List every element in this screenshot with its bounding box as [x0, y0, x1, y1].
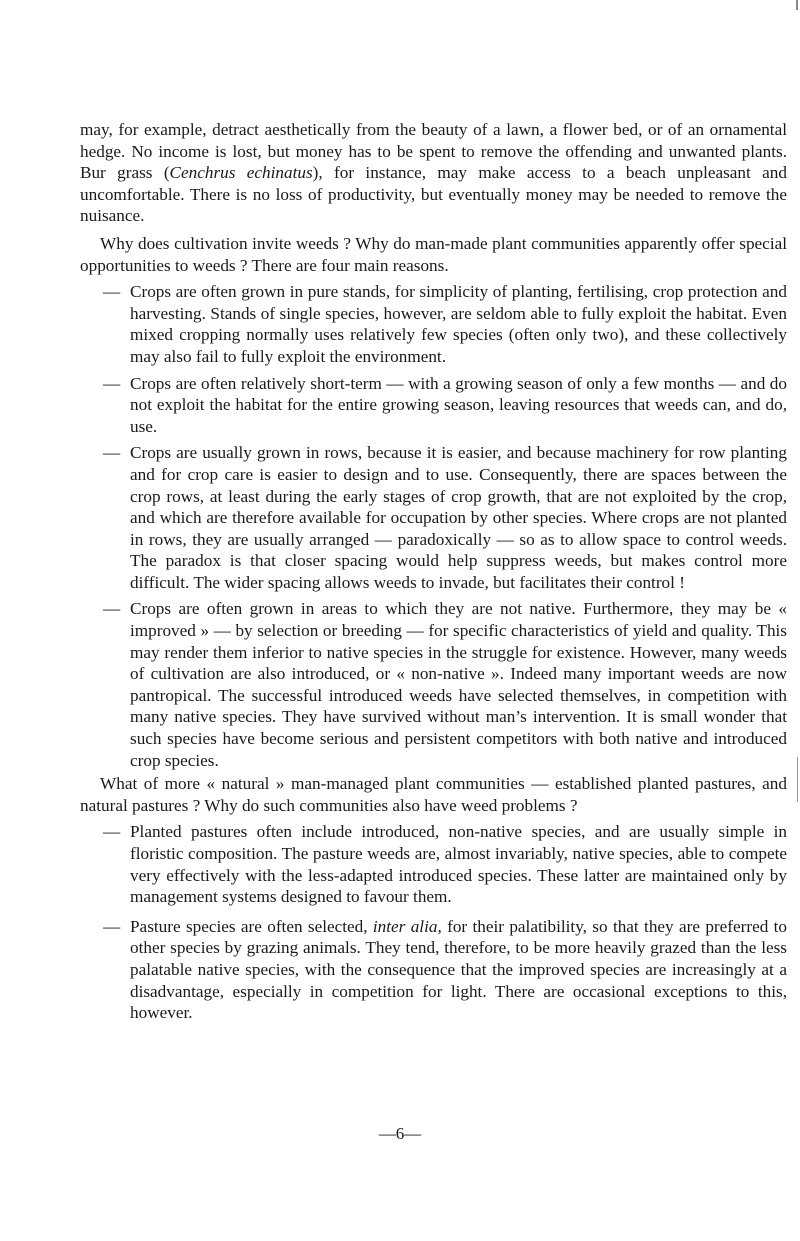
list-item-text-cont: for their palatibility, so that they are preferred to other species by grazing animals. They tend, therefore, to be more heavily grazed than the less palatable native species, with the consequence that the improved species are increasingly at a disadvantage, especially in competition for light. There are occasional exceptions to this, however. — [130, 916, 787, 1023]
intro-text-1: may, for example, detract aesthetically from the beauty of a lawn, a flower bed, or of an ornamental hedge. No income is lost, but money has to be spent to remove the offending and unwanted plants. Bur grass ( — [80, 120, 787, 183]
cultivation-reasons-list — [80, 281, 787, 771]
species-name-italic: Cenchrus echinatus — [169, 163, 313, 183]
list-item — [80, 598, 787, 771]
list-item — [80, 281, 787, 367]
dash-bullet: — — [103, 373, 121, 393]
list-item-text: Crops are often grown in pure stands, for simplicity of planting, fertilising, crop protection and harvesting. Stands of single species, however, are seldom able to fully exploit the habitat. Even mixed cropping normally uses relatively few species (often only two), and these collectively may also fail to fully exploit the environment. — [130, 282, 787, 366]
list-item — [80, 442, 787, 593]
latin-phrase-italic: inter alia, — [372, 916, 442, 936]
pasture-question-paragraph: What of more « natural » man-managed plant communities — established planted pastures, and natural pastures ? Why do such communities also have weed problems ? — [80, 774, 787, 815]
question-paragraph: Why does cultivation invite weeds ? Why do man-made plant communities apparently offer special opportunities to weeds ? There are four main reasons. — [80, 233, 787, 275]
page-number: —6— — [378, 1124, 422, 1143]
document-page — [80, 119, 787, 1029]
list-item-text: Pasture species are often selected, — [130, 916, 373, 936]
list-item-text: Crops are often grown in areas to which they are not native. Furthermore, they may be « improved » — by selection or breeding — for specific characteristics of yield and quality. This may render them inferior to native species in the struggle for existence. However, many weeds of cultivation are also introduced, or « non-native ». Indeed many important weeds are now pantropical. The successful introduced weeds have selected themselves, in competition with many native species. They have survived without man’s intervention. It is small wonder that such species have become serious and persistent competitors with both native and introduced crop species. — [130, 599, 787, 770]
list-item — [80, 373, 787, 438]
scan-artifact-mark — [796, 0, 798, 10]
list-item — [80, 821, 787, 907]
intro-text-2: ), for instance, may make access to a beach unpleasant and uncomfortable. There is no loss of productivity, but eventually money may be needed to remove the nuisance. — [80, 163, 787, 226]
list-item-text: Crops are usually grown in rows, because it is easier, and because machinery for row planting and for crop care is easier to design and to use. Consequently, there are spaces between the crop rows, at least during the early stages of crop growth, that are not exploited by the crop, and which are therefore available for occupation by other species. Where crops are not planted in rows, they are usually arranged — paradoxically — so as to allow space to control weeds. The paradox is that closer spacing would help suppress weeds, but makes control more difficult. The wider spacing allows weeds to invade, but facilitates their control ! — [130, 443, 787, 592]
intro-paragraph — [80, 119, 787, 227]
pasture-reasons-list — [80, 821, 787, 1023]
dash-bullet: — — [103, 599, 121, 619]
dash-bullet: — — [103, 282, 121, 302]
dash-bullet: — — [103, 916, 121, 936]
list-item-text: Planted pastures often include introduced, non-native species, and are usually simple in floristic composition. The pasture weeds are, almost invariably, native species, able to compete very effectively with the less-adapted introduced species. These latter are maintained only by management systems designed to favour them. — [130, 822, 787, 907]
list-item — [80, 916, 787, 1024]
dash-bullet: — — [103, 443, 121, 463]
scan-artifact-line — [797, 757, 798, 802]
list-item-text: Crops are often relatively short-term — with a growing season of only a few months — and do not exploit the habitat for the entire growing season, leaving resources that weeds can, and do, use. — [130, 373, 787, 436]
dash-bullet: — — [103, 822, 121, 842]
